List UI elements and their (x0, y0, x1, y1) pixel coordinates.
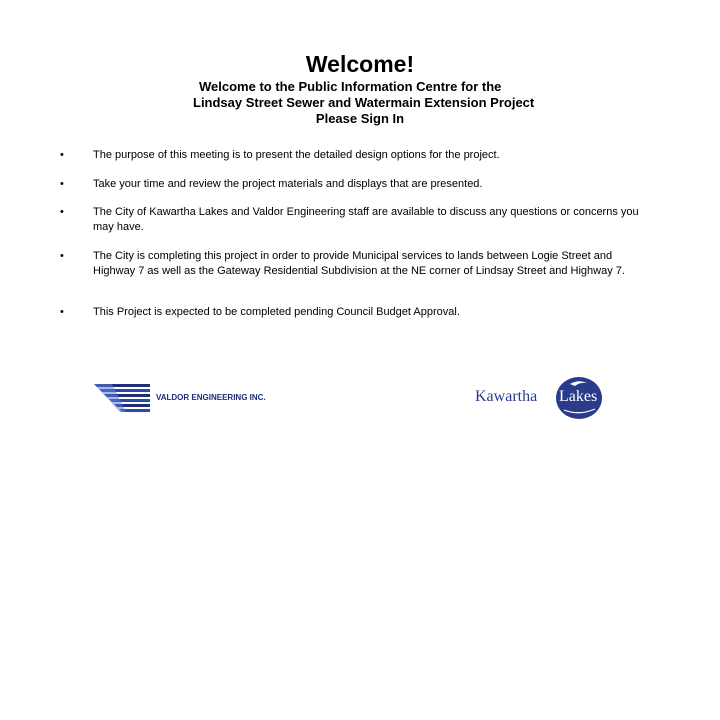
list-item (60, 148, 650, 163)
list-item (60, 177, 650, 192)
list-item (60, 205, 650, 235)
list-item (60, 305, 650, 320)
bullet-marker: • (60, 178, 64, 190)
bullet-marker: • (60, 250, 64, 262)
list-item-text: The purpose of this meeting is to present the detailed design options for the project. (93, 149, 500, 161)
subtitle-line-1: Welcome to the Public Information Centre for the (199, 79, 502, 94)
kawartha-word: Kawartha (475, 388, 538, 405)
bullet-marker: • (60, 206, 64, 218)
lakes-word: Lakes (559, 388, 598, 405)
list-item-text: This Project is expected to be completed pending Council Budget Approval. (93, 306, 460, 318)
list-item-text: The City of Kawartha Lakes and Valdor Engineering staff are available to discuss any questions or concerns you may have. (93, 206, 639, 233)
list-item-text: The City is completing this project in order to provide Municipal services to lands between Logie Street and Highway 7 as well as the Gateway Residential Subdivision at the NE corner of Lindsay Street and Highway 7. (93, 250, 625, 277)
subtitle-line-2: Lindsay Street Sewer and Watermain Extension Project (193, 95, 535, 110)
list-item-text: Take your time and review the project materials and displays that are presented. (93, 178, 483, 190)
subtitle-line-3: Please Sign In (315, 111, 405, 126)
list-item (60, 249, 650, 279)
page-title: Welcome! (305, 51, 415, 77)
bullet-marker: • (60, 149, 64, 161)
valdor-logo-icon (92, 382, 152, 416)
bullet-marker: • (60, 306, 64, 318)
valdor-company-name: VALDOR ENGINEERING INC. (156, 393, 266, 402)
